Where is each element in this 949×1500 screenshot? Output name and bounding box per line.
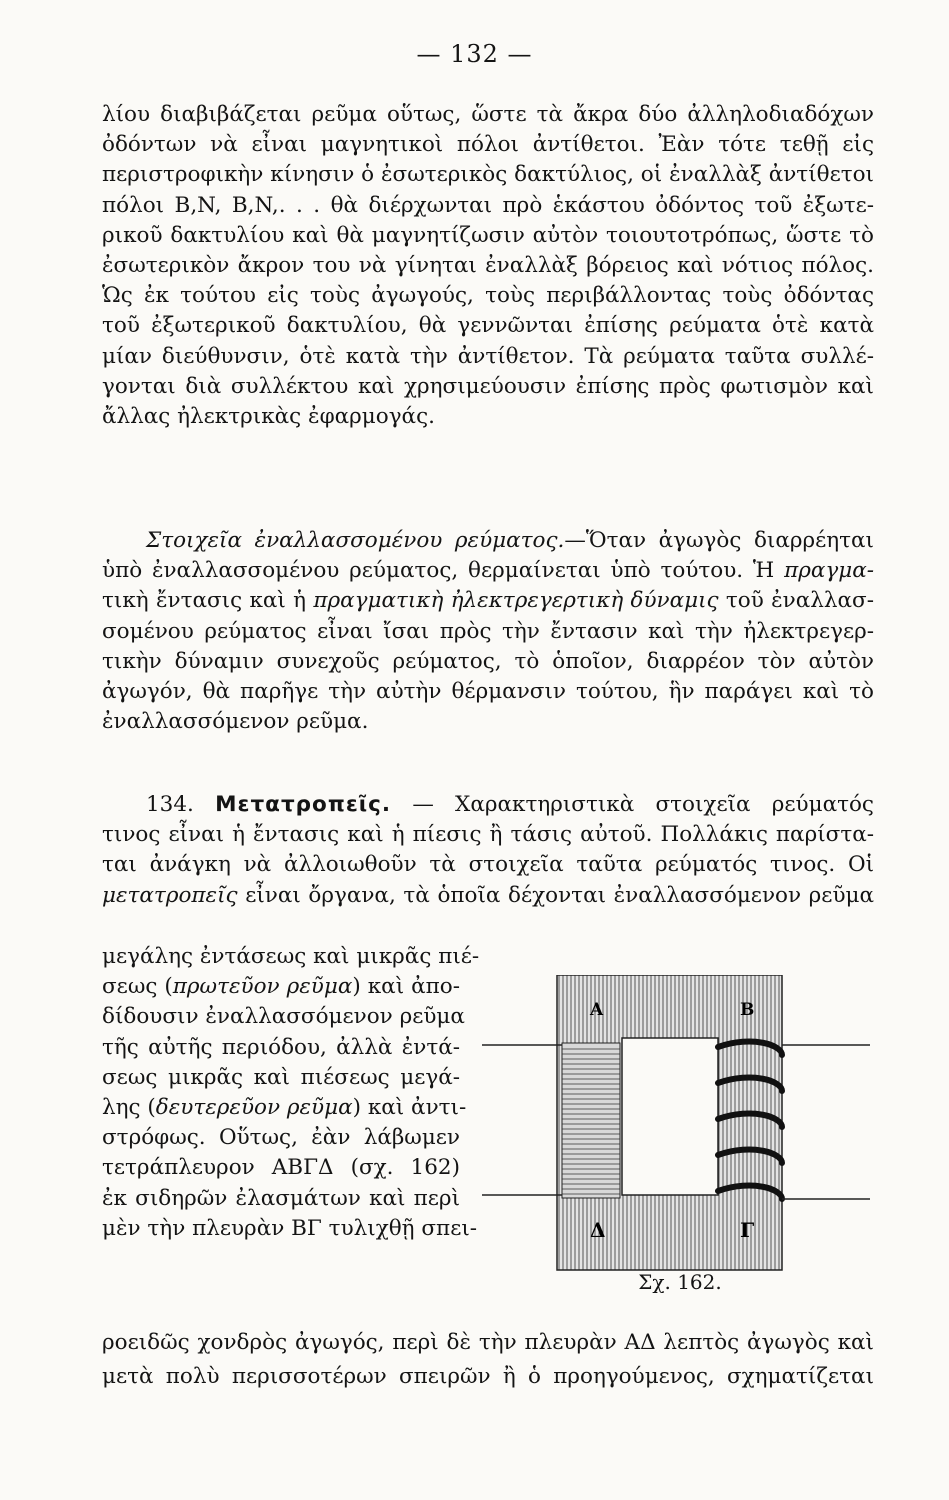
text-span: εἶναι ὄργανα, τὰ ὁποῖα δέχονται ἐναλλασσόμενον ρεῦμα — [245, 882, 875, 908]
text-line: πόλοι B,N, B,N,. . . θὰ διέρχωνται πρὸ ἑκάστου ὀδόντος τοῦ ἐξωτε- — [102, 192, 874, 218]
text-line: τοῦ ἐξωτερικοῦ δακτυλίου, θὰ γεννῶνται ἐπίσης ρεύματα ὁτὲ κατὰ — [102, 313, 874, 339]
text-line: ροειδῶς χονδρὸς ἀγωγός, περὶ δὲ τὴν πλευρὰν ΑΔ λεπτὸς ἀγωγὸς καὶ — [102, 1330, 874, 1355]
paragraph-2 — [102, 526, 874, 737]
corner-label-a: Α — [590, 1000, 604, 1020]
text-span: — Χαρακτηριστικὰ στοιχεῖα ρεύματός — [412, 792, 874, 817]
text-line — [102, 1093, 467, 1123]
text-span: τοῦ ἐναλλασ- — [725, 588, 874, 614]
text-span: ) καὶ ἀντι- — [352, 1095, 467, 1121]
text-span: ὑπὸ ἐναλλασσομένου ρεύματος, θερμαίνεται ὑπὸ τούτου. Ἡ — [102, 558, 775, 584]
corner-label-b: Β — [740, 1000, 755, 1020]
text-span: ) καὶ ἀπο- — [352, 974, 460, 1000]
text-span: τικὴ ἔντασις καὶ ἡ — [102, 588, 307, 614]
bottom-paragraph — [102, 1326, 874, 1394]
text-line: στρόφως. Οὕτως, ἐὰν λάβωμεν — [102, 1125, 460, 1151]
italic-span: δευτερεῦον ρεῦμα — [155, 1095, 353, 1121]
text-line: τινος εἶναι ἡ ἔντασις καὶ ἡ πίεσις ἢ τάσις αὐτοῦ. Πολλάκις παρίστα- — [102, 822, 874, 848]
italic-span: πραγμα- — [784, 558, 874, 584]
text-line: λίου διαβιβάζεται ρεῦμα οὕτως, ὥστε τὰ ἄκρα δύο ἀλληλοδιαδόχων — [102, 102, 874, 127]
text-line: μεγάλης ἐντάσεως καὶ μικρᾶς πιέ- — [102, 944, 480, 969]
fine-coil — [562, 1043, 620, 1198]
text-line: σομένου ρεύματος εἶναι ἴσαι πρὸς τὴν ἔντασιν καὶ τὴν ἠλεκτρεγερ- — [102, 618, 874, 644]
paragraph-1 — [102, 100, 874, 432]
text-line: τικὴν δύναμιν συνεχοῦς ρεύματος, τὸ ὁποῖον, διαρρέον τὸν αὐτὸν — [102, 648, 874, 674]
italic-span: πρωτεῦον ρεῦμα — [172, 974, 353, 1000]
text-line: μίαν διεύθυνσιν, ὁτὲ κατὰ τὴν ἀντίθετον. Τὰ ρεύματα ταῦτα συλλέ- — [102, 343, 874, 369]
text-line: τῆς αὐτῆς περιόδου, ἀλλὰ ἐντά- — [102, 1034, 460, 1060]
text-line: δίδουσιν ἐναλλασσόμενον ρεῦμα — [102, 1004, 465, 1030]
text-line: μὲν τὴν πλευρὰν ΒΓ τυλιχθῇ σπει- — [102, 1215, 478, 1241]
text-span: λης ( — [102, 1095, 156, 1121]
text-line — [102, 972, 460, 1002]
text-line — [102, 790, 874, 820]
section-134 — [102, 790, 874, 911]
section-heading: Μετατροπεῖς. — [215, 792, 392, 817]
text-line: ρικοῦ δακτυλίου καὶ θὰ μαγνητίζωσιν αὐτὸν τοιουτοτρόπως, ὥστε τὸ — [102, 222, 874, 248]
corner-label-d: Δ — [590, 1218, 606, 1242]
text-line — [102, 526, 874, 556]
text-line: γονται διὰ συλλέκτου καὶ χρησιμεύουσιν ἐπίσης πρὸς φωτισμὸν καὶ — [102, 373, 874, 399]
text-line: ἐσωτερικὸν ἄκρον του νὰ γίνηται ἐναλλὰξ βόρειος καὶ νότιος πόλος. — [102, 253, 874, 279]
narrow-column — [102, 942, 480, 1244]
subheading-italic: Στοιχεῖα ἐναλλασσομένου ρεύματος. — [146, 528, 565, 553]
text-line — [102, 586, 874, 616]
text-line: ἐναλλασσόμενον ρεῦμα. — [102, 709, 369, 735]
corner-label-g: Γ — [740, 1218, 755, 1242]
text-span: σεως ( — [102, 974, 173, 1000]
page-number: — 132 — — [416, 40, 533, 68]
text-line: ὀδόντων νὰ εἶναι μαγνητικοὶ πόλοι ἀντίθετοι. Ἐὰν τότε τεθῇ εἰς — [102, 132, 874, 158]
italic-span: μετατροπεῖς — [102, 882, 238, 908]
text-line: ται ἀνάγκη νὰ ἀλλοιωθοῦν τὰ στοιχεῖα ταῦτα ρεύματός τινος. Οἱ — [102, 852, 874, 878]
section-number: 134. — [146, 792, 194, 817]
figure-caption: Σχ. 162. — [638, 1270, 722, 1294]
text-line: σεως μικρᾶς καὶ πιέσεως μεγά- — [102, 1064, 460, 1090]
text-line: ἄλλας ἠλεκτρικὰς ἐφαρμογάς. — [102, 404, 435, 430]
italic-span: πραγματικὴ ἠλεκτρεγερτικὴ δύναμις — [313, 588, 719, 614]
core-window — [622, 1038, 718, 1195]
text-line: μετὰ πολὺ περισσοτέρων σπειρῶν ἢ ὁ προηγούμενος, σχηματίζεται — [102, 1364, 874, 1389]
text-line: ἀγωγόν, θὰ παρῆγε τὴν αὐτὴν θέρμανσιν τούτου, ἣν παράγει καὶ τὸ — [102, 679, 874, 705]
text-line: τετράπλευρον ΑΒΓΔ (σχ. 162) — [102, 1155, 460, 1181]
transformer-figure — [482, 975, 870, 1275]
text-line: ἐκ σιδηρῶν ἐλασμάτων καὶ περὶ — [102, 1185, 460, 1211]
text-line — [102, 881, 874, 911]
text-line: περιστροφικὴν κίνησιν ὁ ἐσωτερικὸς δακτύλιος, οἱ ἐναλλὰξ ἀντίθετοι — [102, 162, 874, 188]
text-line: Ὡς ἐκ τούτου εἰς τοὺς ἀγωγούς, τοὺς περιβάλλοντας τοὺς ὀδόντας — [102, 283, 874, 309]
text-line — [102, 556, 874, 586]
text-span: —Ὅταν ἀγωγὸς διαρρέηται — [564, 528, 874, 553]
